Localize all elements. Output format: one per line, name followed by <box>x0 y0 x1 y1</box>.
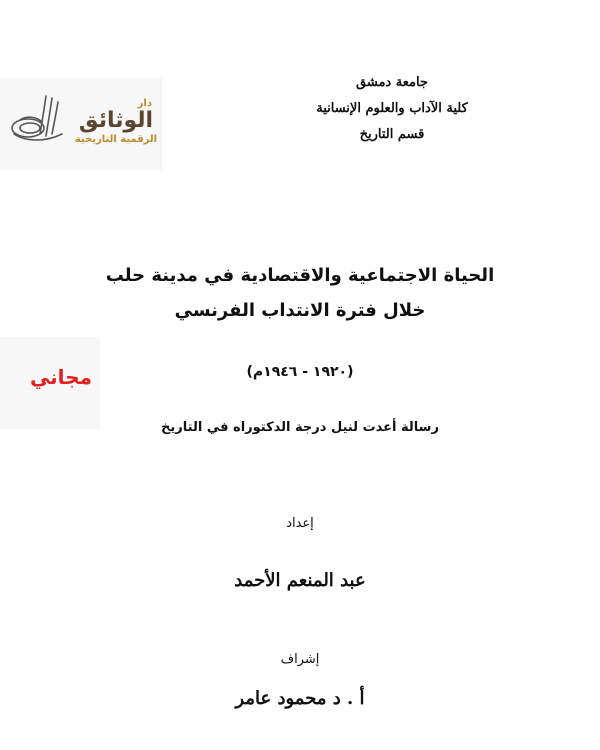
logo-small-text: دار <box>137 98 152 109</box>
university-header <box>292 70 492 148</box>
free-badge <box>0 337 100 429</box>
supervisor-name: أ . د محمود عامر <box>235 688 365 709</box>
supervision-label: إشراف <box>280 652 320 667</box>
department-name: قسم التاريخ <box>359 127 425 142</box>
thesis-dates: (١٩٢٠ - ١٩٤٦م) <box>246 364 354 380</box>
thesis-title-line-1: الحياة الاجتماعية والاقتصادية في مدينة حلب <box>105 265 495 286</box>
logo-main-text: الوثائق <box>78 108 154 133</box>
prepared-label: إعداد <box>286 516 314 531</box>
university-name: جامعة دمشق <box>356 75 428 90</box>
free-badge-text: مجاني <box>29 365 92 389</box>
logo-wordmark <box>72 98 160 146</box>
tughra-emblem-icon <box>6 90 68 150</box>
publisher-logo <box>0 78 162 170</box>
thesis-description: رسالة أعدت لنيل درجة الدكتوراه في التاريخ <box>161 420 439 435</box>
faculty-name: كلية الآداب والعلوم الإنسانية <box>316 101 468 116</box>
logo-sub-text: الرقمية التاريخية <box>74 134 158 145</box>
thesis-title-line-2: خلال فترة الانتداب الفرنسي <box>174 300 426 321</box>
author-name: عبد المنعم الأحمد <box>234 570 366 591</box>
